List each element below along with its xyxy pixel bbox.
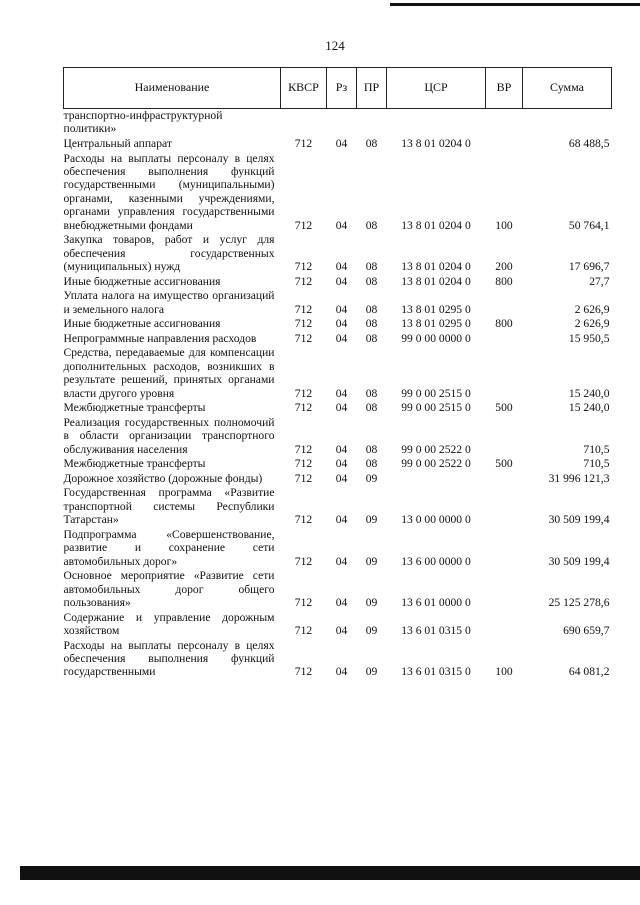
cell-vr bbox=[486, 569, 523, 610]
table-row bbox=[64, 528, 612, 569]
cell-name: Закупка товаров, работ и услуг для обеспечения государственных (муниципальных) нужд bbox=[63, 233, 275, 274]
table-row bbox=[64, 275, 612, 290]
cell-sum: 15 950,5 bbox=[568, 331, 610, 345]
table-row bbox=[64, 109, 612, 138]
table-row bbox=[64, 332, 612, 347]
cell-kvsr: 712 bbox=[294, 513, 313, 527]
cell-kvsr: 712 bbox=[294, 274, 313, 288]
cell-csr: 99 0 00 2522 0 bbox=[401, 457, 471, 471]
cell-name: Реализация государственных полномочий в области организации транспортного обслуживания населения bbox=[63, 415, 275, 456]
table-row bbox=[64, 233, 612, 274]
cell-sum: 2 626,9 bbox=[574, 317, 610, 331]
cell-sum: 30 509 199,4 bbox=[548, 513, 610, 527]
cell-sum: 710,5 bbox=[583, 442, 610, 456]
cell-vr bbox=[486, 332, 523, 347]
cell-pr: 08 bbox=[365, 317, 378, 331]
cell-pr: 08 bbox=[365, 442, 378, 456]
cell-kvsr: 712 bbox=[294, 302, 313, 316]
table-row bbox=[64, 569, 612, 610]
cell-name: Расходы на выплаты персоналу в целях обеспечения выполнения функций государственными (муниципальными) органами, казенными учреждениями, органами управления государственными внебюджетными фондами bbox=[63, 151, 275, 232]
table-header-row bbox=[64, 68, 612, 109]
cell-rz: 04 bbox=[335, 471, 348, 485]
cell-sum: 68 488,5 bbox=[568, 137, 610, 150]
cell-csr: 13 8 01 0295 0 bbox=[401, 302, 471, 316]
cell-sum: 50 764,1 bbox=[568, 218, 610, 232]
page-number: 124 bbox=[325, 38, 345, 53]
cell-kvsr: 712 bbox=[294, 260, 313, 274]
cell-vr bbox=[486, 611, 523, 639]
cell-sum: 31 996 121,3 bbox=[548, 471, 610, 485]
scan-edge-bottom bbox=[20, 866, 640, 880]
cell-pr: 08 bbox=[365, 218, 378, 232]
cell-kvsr: 712 bbox=[294, 401, 313, 415]
cell-kvsr: 712 bbox=[294, 665, 313, 679]
cell-csr: 99 0 00 0000 0 bbox=[401, 331, 471, 345]
cell-csr: 99 0 00 2515 0 bbox=[401, 386, 471, 400]
cell-rz: 04 bbox=[335, 386, 348, 400]
cell-vr: 100 bbox=[495, 665, 513, 679]
cell-rz: 04 bbox=[335, 624, 348, 638]
cell-rz: 04 bbox=[335, 260, 348, 274]
cell-pr: 08 bbox=[365, 302, 378, 316]
cell-csr: 13 6 01 0315 0 bbox=[401, 624, 471, 638]
cell-name: Центральный аппарат bbox=[63, 137, 172, 150]
cell-sum: 30 509 199,4 bbox=[548, 554, 610, 568]
cell-vr: 200 bbox=[495, 260, 513, 274]
cell-csr: 99 0 00 2522 0 bbox=[401, 442, 471, 456]
cell-csr: 13 6 01 0000 0 bbox=[401, 596, 471, 610]
cell-rz: 04 bbox=[335, 401, 348, 415]
cell-vr: 800 bbox=[495, 317, 513, 331]
cell-kvsr: 712 bbox=[294, 624, 313, 638]
cell-csr: 13 8 01 0204 0 bbox=[401, 260, 471, 274]
cell-csr bbox=[387, 472, 486, 487]
cell-kvsr: 712 bbox=[294, 137, 313, 150]
table-row bbox=[64, 639, 612, 680]
cell-csr: 13 8 01 0204 0 bbox=[401, 137, 471, 150]
cell-name: Государственная программа «Развитие транспортной системы Республики Татарстан» bbox=[63, 486, 275, 527]
cell-vr: 500 bbox=[495, 457, 513, 471]
cell-name: Иные бюджетные ассигнования bbox=[63, 317, 221, 331]
budget-table bbox=[63, 67, 612, 680]
cell-csr: 13 6 00 0000 0 bbox=[401, 554, 471, 568]
header-csr: ЦСР bbox=[387, 68, 486, 109]
cell-rz: 04 bbox=[335, 302, 348, 316]
cell-vr bbox=[486, 486, 523, 527]
cell-kvsr: 712 bbox=[294, 218, 313, 232]
cell-sum: 64 081,2 bbox=[568, 665, 610, 679]
cell-kvsr bbox=[281, 109, 327, 138]
cell-sum: 2 626,9 bbox=[574, 302, 610, 316]
cell-vr bbox=[486, 472, 523, 487]
cell-sum: 15 240,0 bbox=[568, 401, 610, 415]
cell-vr: 800 bbox=[495, 274, 513, 288]
cell-name: транспортно-инфраструктурной политики» bbox=[63, 109, 223, 136]
cell-sum: 25 125 278,6 bbox=[548, 596, 610, 610]
cell-name: Дорожное хозяйство (дорожные фонды) bbox=[63, 471, 263, 485]
cell-rz: 04 bbox=[335, 554, 348, 568]
cell-pr: 08 bbox=[365, 137, 378, 150]
cell-vr bbox=[486, 416, 523, 457]
cell-name: Межбюджетные трансферты bbox=[63, 457, 206, 471]
header-kvsr: КВСР bbox=[281, 68, 327, 109]
cell-pr: 08 bbox=[365, 386, 378, 400]
table-row bbox=[64, 401, 612, 416]
cell-kvsr: 712 bbox=[294, 386, 313, 400]
cell-name: Основное мероприятие «Развитие сети автомобильных дорог общего пользования» bbox=[63, 569, 275, 610]
cell-name: Средства, передаваемые для компенсации дополнительных расходов, возникших в результате решений, принятых органами власти другого уровня bbox=[63, 346, 275, 400]
table-body bbox=[64, 109, 612, 681]
cell-rz: 04 bbox=[335, 442, 348, 456]
cell-csr: 13 8 01 0204 0 bbox=[401, 274, 471, 288]
cell-rz: 04 bbox=[335, 665, 348, 679]
table-row bbox=[64, 416, 612, 457]
cell-vr: 500 bbox=[495, 401, 513, 415]
header-sum: Сумма bbox=[523, 68, 612, 109]
scan-edge-top bbox=[390, 3, 640, 6]
header-pr: ПР bbox=[357, 68, 387, 109]
cell-sum: 27,7 bbox=[589, 274, 610, 288]
cell-csr: 13 8 01 0204 0 bbox=[401, 218, 471, 232]
cell-name: Межбюджетные трансферты bbox=[63, 401, 206, 415]
cell-rz: 04 bbox=[335, 331, 348, 345]
cell-rz: 04 bbox=[335, 317, 348, 331]
cell-name: Уплата налога на имущество организаций и земельного налога bbox=[63, 289, 275, 316]
cell-csr: 13 8 01 0295 0 bbox=[401, 317, 471, 331]
cell-rz: 04 bbox=[335, 274, 348, 288]
cell-pr bbox=[357, 109, 387, 138]
table-row bbox=[64, 152, 612, 234]
header-vr: ВР bbox=[486, 68, 523, 109]
table-row bbox=[64, 611, 612, 639]
cell-kvsr: 712 bbox=[294, 331, 313, 345]
cell-rz: 04 bbox=[335, 457, 348, 471]
cell-csr: 13 6 01 0315 0 bbox=[401, 665, 471, 679]
cell-pr: 09 bbox=[365, 554, 378, 568]
cell-pr: 08 bbox=[365, 331, 378, 345]
table-row bbox=[64, 486, 612, 527]
cell-kvsr: 712 bbox=[294, 471, 313, 485]
cell-csr: 99 0 00 2515 0 bbox=[401, 401, 471, 415]
cell-rz: 04 bbox=[335, 513, 348, 527]
cell-sum: 17 696,7 bbox=[568, 260, 610, 274]
table-row bbox=[64, 457, 612, 472]
cell-rz: 04 bbox=[335, 137, 348, 150]
cell-pr: 09 bbox=[365, 596, 378, 610]
cell-kvsr: 712 bbox=[294, 442, 313, 456]
cell-pr: 08 bbox=[365, 260, 378, 274]
cell-pr: 09 bbox=[365, 471, 378, 485]
cell-pr: 09 bbox=[365, 624, 378, 638]
cell-rz bbox=[327, 109, 357, 138]
cell-pr: 08 bbox=[365, 274, 378, 288]
cell-kvsr: 712 bbox=[294, 554, 313, 568]
cell-vr: 100 bbox=[495, 218, 513, 232]
cell-pr: 08 bbox=[365, 401, 378, 415]
cell-name: Содержание и управление дорожным хозяйством bbox=[63, 610, 275, 638]
cell-pr: 08 bbox=[365, 457, 378, 471]
table-row bbox=[64, 472, 612, 487]
cell-vr bbox=[486, 137, 523, 152]
cell-name: Расходы на выплаты персоналу в целях обеспечения выполнения функций государственными bbox=[63, 638, 275, 679]
cell-rz: 04 bbox=[335, 218, 348, 232]
table-row bbox=[64, 289, 612, 317]
header-name: Наименование bbox=[64, 68, 281, 109]
cell-vr bbox=[486, 528, 523, 569]
cell-rz: 04 bbox=[335, 596, 348, 610]
cell-csr bbox=[387, 109, 486, 138]
cell-kvsr: 712 bbox=[294, 457, 313, 471]
cell-sum: 710,5 bbox=[583, 457, 610, 471]
cell-vr bbox=[486, 289, 523, 317]
cell-name: Непрограммные направления расходов bbox=[63, 331, 257, 345]
cell-name: Подпрограмма «Совершенствование, развитие и сохранение сети автомобильных дорог» bbox=[63, 527, 275, 568]
cell-name: Иные бюджетные ассигнования bbox=[63, 274, 221, 288]
header-rz: Рз bbox=[327, 68, 357, 109]
cell-sum: 15 240,0 bbox=[568, 386, 610, 400]
table-row bbox=[64, 346, 612, 401]
cell-kvsr: 712 bbox=[294, 317, 313, 331]
cell-sum: 690 659,7 bbox=[563, 624, 610, 638]
cell-pr: 09 bbox=[365, 513, 378, 527]
table-row bbox=[64, 137, 612, 152]
cell-csr: 13 0 00 0000 0 bbox=[401, 513, 471, 527]
table-row bbox=[64, 317, 612, 332]
cell-vr bbox=[486, 109, 523, 138]
cell-pr: 09 bbox=[365, 665, 378, 679]
cell-sum bbox=[523, 109, 612, 138]
cell-kvsr: 712 bbox=[294, 596, 313, 610]
cell-vr bbox=[486, 346, 523, 401]
